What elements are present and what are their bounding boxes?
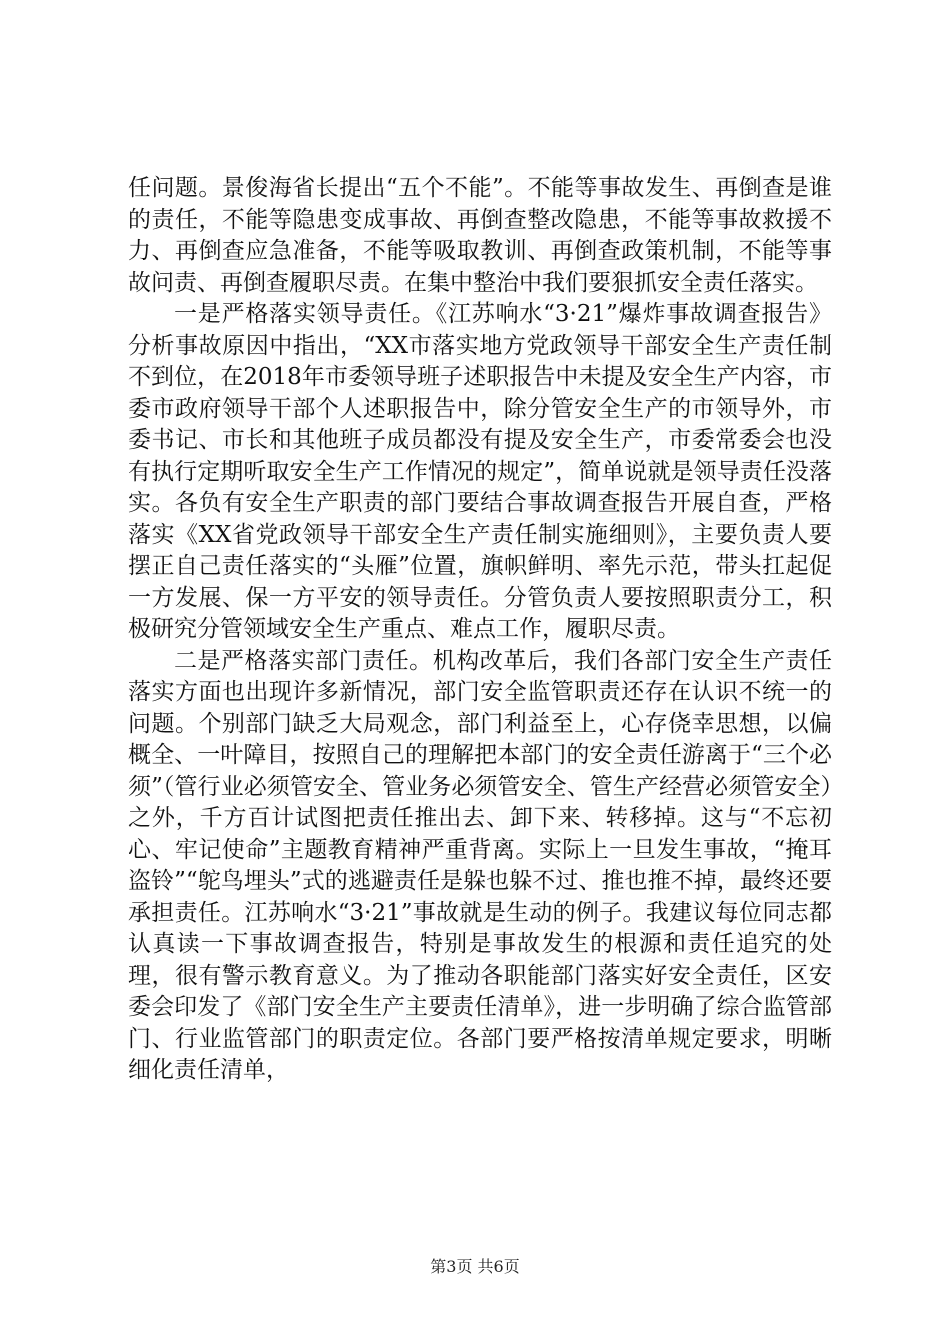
paragraph-department-responsibility: 二是严格落实部门责任。机构改革后，我们各部门安全生产责任落实方面也出现许多新情况，部门安全监管职责还存在认识不统一的问题。个别部门缺乏大局观念，部门利益至上，心存侥幸思想，以偏概全、一叶障目，按照自己的理解把本部门的安全责任游离于“三个必须”（管行业必须管安全、管业务必须管安全、管生产经营必须管安全）之外，千方百计试图把责任推出去、卸下来、转移掉。这与“不忘初心、牢记使命”主题教育精神严重背离。实际上一旦发生事故，“掩耳盗铃”“鸵鸟埋头”式的逃避责任是躲也躲不过、推也推不掉，最终还要承担责任。江苏响水“3·21”事故就是生动的例子。我建议每位同志都认真读一下事故调查报告，特别是事故发生的根源和责任追究的处理，很有警示教育意义。为了推动各职能部门落实好安全责任，区安委会印发了《部门安全生产主要责任清单》，进一步明确了综合监管部门、行业监管部门的职责定位。各部门要严格按清单规定要求，明晰细化责任清单，	[128, 647, 832, 1083]
document-body	[128, 173, 832, 1087]
page-number: 第3页 共6页	[430, 1257, 520, 1276]
paragraph-continuation: 任问题。景俊海省长提出“五个不能”。不能等事故发生、再倒查是谁的责任，不能等隐患变成事故、再倒查整改隐患，不能等事故救援不力、再倒查应急准备，不能等吸取教训、再倒查政策机制，不能等事故问责、再倒查履职尽责。在集中整治中我们要狠抓安全责任落实。	[128, 175, 832, 296]
paragraph-leadership-responsibility: 一是严格落实领导责任。《江苏响水“3·21”爆炸事故调查报告》分析事故原因中指出，“XX市落实地方党政领导干部安全生产责任制不到位，在2018年市委领导班子述职报告中未提及安全生产内容，市委市政府领导干部个人述职报告中，除分管安全生产的市领导外，市委书记、市长和其他班子成员都没有提及安全生产，市委常委会也没有执行定期听取安全生产工作情况的规定”，简单说就是领导责任没落实。各负有安全生产职责的部门要结合事故调查报告开展自查，严格落实《XX省党政领导干部安全生产责任制实施细则》，主要负责人要摆正自己责任落实的“头雁”位置，旗帜鲜明、率先示范，带头扛起促一方发展、保一方平安的领导责任。分管负责人要按照职责分工，积极研究分管领域安全生产重点、难点工作，履职尽责。	[128, 301, 832, 642]
page-footer	[0, 1254, 950, 1277]
